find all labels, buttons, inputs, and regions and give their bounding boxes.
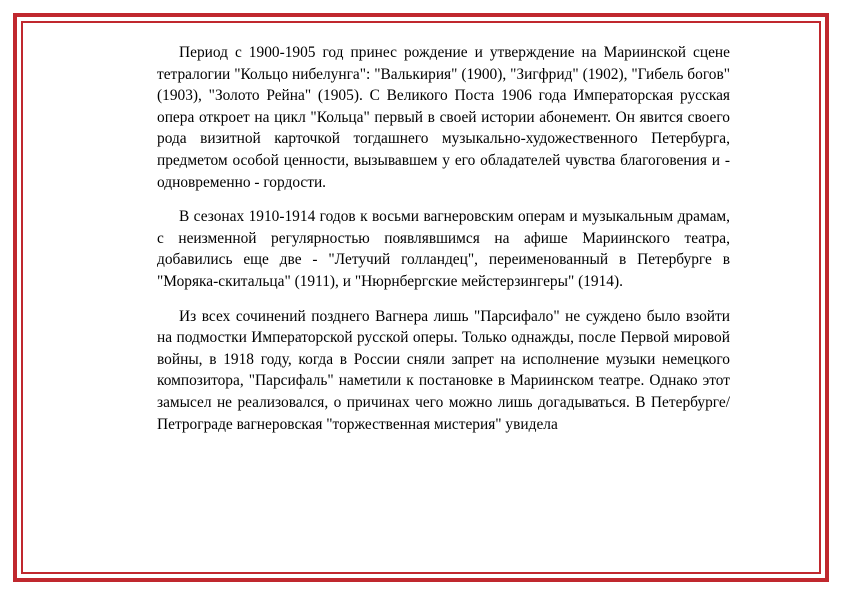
paragraph-ring-cycle: Период с 1900-1905 год принес рождение и утверждение на Мариинской сцене тетралогии "Кольцо нибелунга": "Валькирия" (1900), "Зигфрид" (1902), "Гибель богов" (1903), "Золото Рейна" (1905). С Великого Поста 1906 года Императорская русская опера откроет на цикл "Кольца" первый в своей истории абонемент. Он явится своего рода визитной карточкой тогдашнего музыкально-художественного Петербурга, предметом особой ценности, вызывавшем у его обладателей чувства благоговения и - одновременно - гордости. <box>157 44 730 191</box>
paragraph-seasons-1910-1914: В сезонах 1910-1914 годов к восьми вагнеровским операм и музыкальным драмам, с неизменной регулярностью появлявшимся на афише Мариинского театра, добавились еще две - "Летучий голландец", переименованный в Петербурге в "Моряка-скитальца" (1911), и "Нюрнбергские мейстерзингеры" (1914). <box>157 208 730 290</box>
document-text-column <box>157 42 730 512</box>
paragraph-parsifal: Из всех сочинений позднего Вагнера лишь "Парсифало" не суждено было взойти на подмостки Императорской русской оперы. Только однажды, после Первой мировой войны, в 1918 году, когда в России сняли запрет на исполнение музыки немецкого композитора, "Парсифаль" наметили к постановке в Мариинском театре. Однако этот замысел не реализовался, о причинах чего можно лишь догадываться. В Петербурге/Петрограде вагнеровская "торжественная мистерия" увидела <box>157 307 730 433</box>
